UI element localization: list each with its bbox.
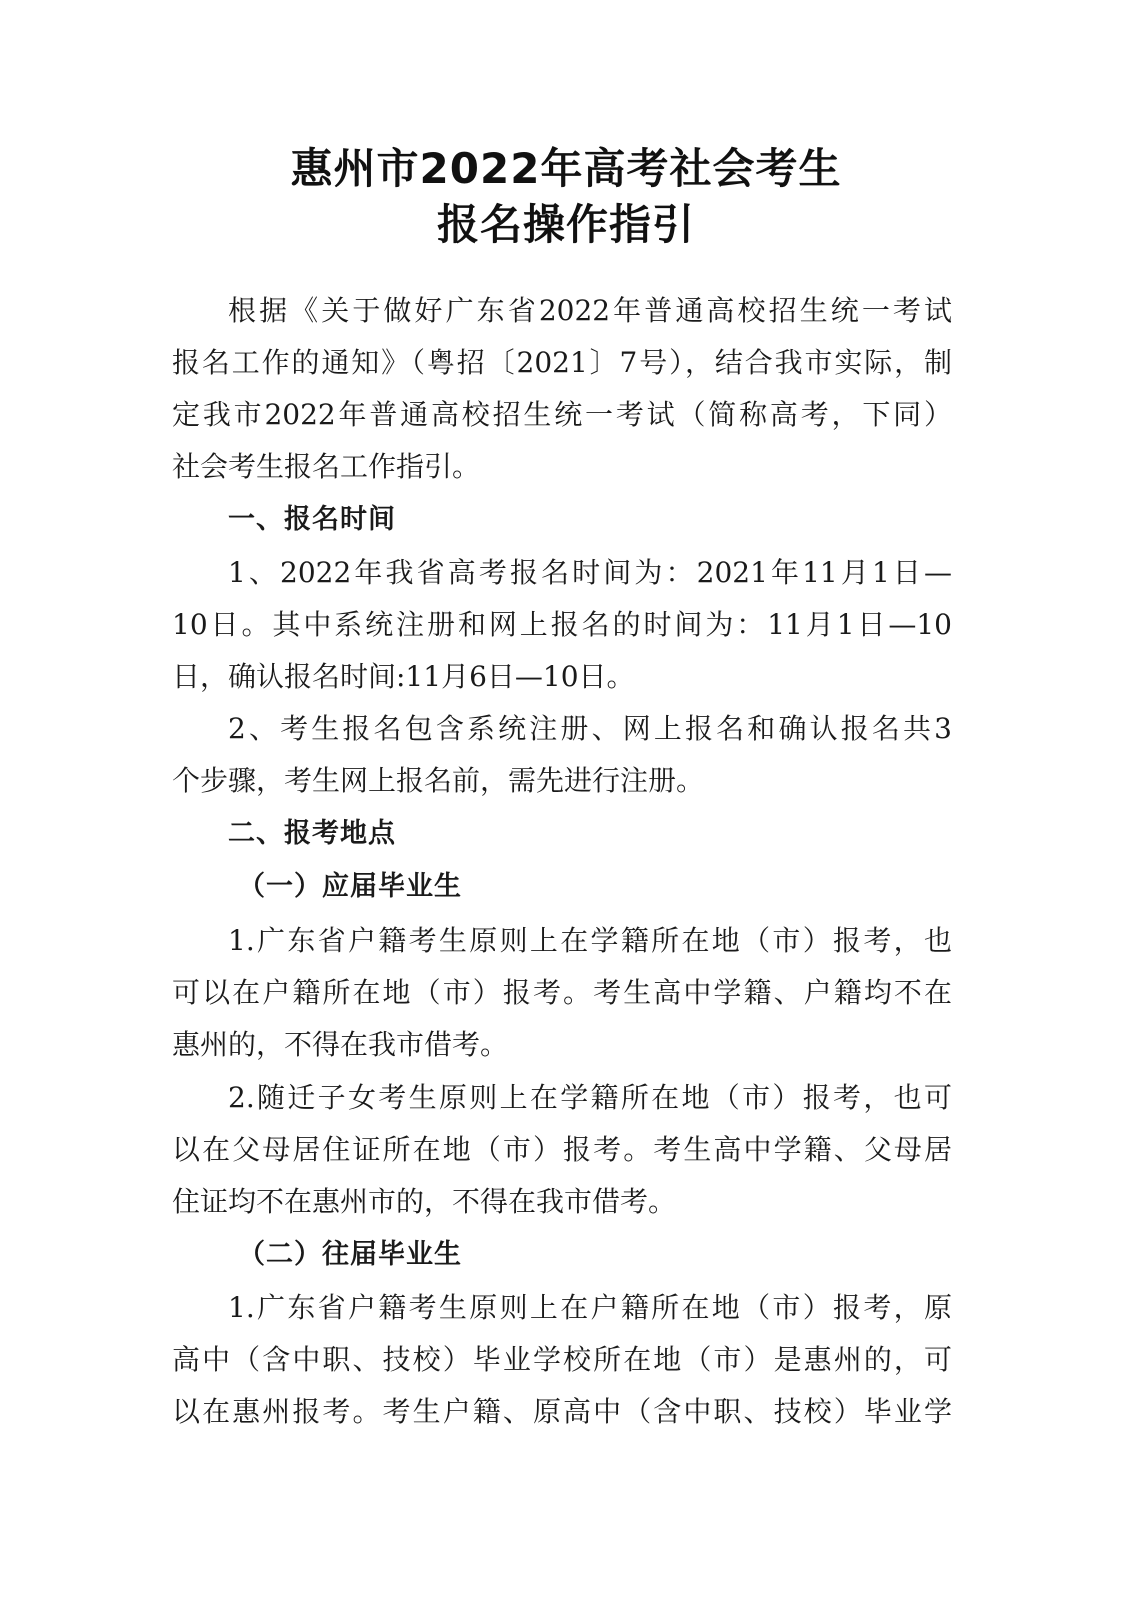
section-1-p2-line-1: 2、考生报名包含系统注册、网上报名和确认报名共3 <box>228 712 952 745</box>
section-1-p1-line-1: 1、2022年我省高考报名时间为：2021年11月1日— <box>228 556 952 589</box>
section-2-sub2-p1-line-1: 1.广东省户籍考生原则上在户籍所在地（市）报考，原 <box>228 1291 952 1324</box>
document-title-line-1: 惠州市2022年高考社会考生 <box>290 144 842 193</box>
section-1-p1-line-3: 日，确认报名时间:11月6日—10日。 <box>172 660 635 693</box>
section-2-sub1-p1-line-3: 惠州的，不得在我市借考。 <box>172 1028 509 1061</box>
section-2-sub2-p1-line-2: 高中（含中职、技校）毕业学校所在地（市）是惠州的，可 <box>172 1343 952 1376</box>
intro-line-1: 根据《关于做好广东省2022年普通高校招生统一考试 <box>228 294 952 327</box>
section-2-heading: 二、报考地点 <box>228 818 396 849</box>
section-1-p1-line-2: 10日。其中系统注册和网上报名的时间为：11月1日—10 <box>172 608 952 641</box>
section-2-sub1-p2-line-3: 住证均不在惠州市的，不得在我市借考。 <box>172 1185 677 1218</box>
intro-line-3: 定我市2022年普通高校招生统一考试（简称高考，下同） <box>172 398 952 431</box>
document-title-line-2: 报名操作指引 <box>436 200 695 249</box>
intro-line-4: 社会考生报名工作指引。 <box>172 450 481 483</box>
section-2-sub2-p1-line-3: 以在惠州报考。考生户籍、原高中（含中职、技校）毕业学 <box>172 1395 952 1428</box>
section-2-subheading-1: （一）应届毕业生 <box>238 871 462 902</box>
section-2-sub1-p1-line-2: 可以在户籍所在地（市）报考。考生高中学籍、户籍均不在 <box>172 976 952 1009</box>
intro-line-2: 报名工作的通知》（粤招〔2021〕7号），结合我市实际，制 <box>172 346 952 379</box>
section-2-sub1-p1-line-1: 1.广东省户籍考生原则上在学籍所在地（市）报考，也 <box>228 924 952 957</box>
section-1-heading: 一、报名时间 <box>228 504 396 535</box>
section-2-sub1-p2-line-2: 以在父母居住证所在地（市）报考。考生高中学籍、父母居 <box>172 1133 952 1166</box>
section-2-sub1-p2-line-1: 2.随迁子女考生原则上在学籍所在地（市）报考，也可 <box>228 1081 952 1114</box>
section-1-p2-line-2: 个步骤，考生网上报名前，需先进行注册。 <box>172 764 705 797</box>
section-2-subheading-2: （二）往届毕业生 <box>238 1239 462 1270</box>
